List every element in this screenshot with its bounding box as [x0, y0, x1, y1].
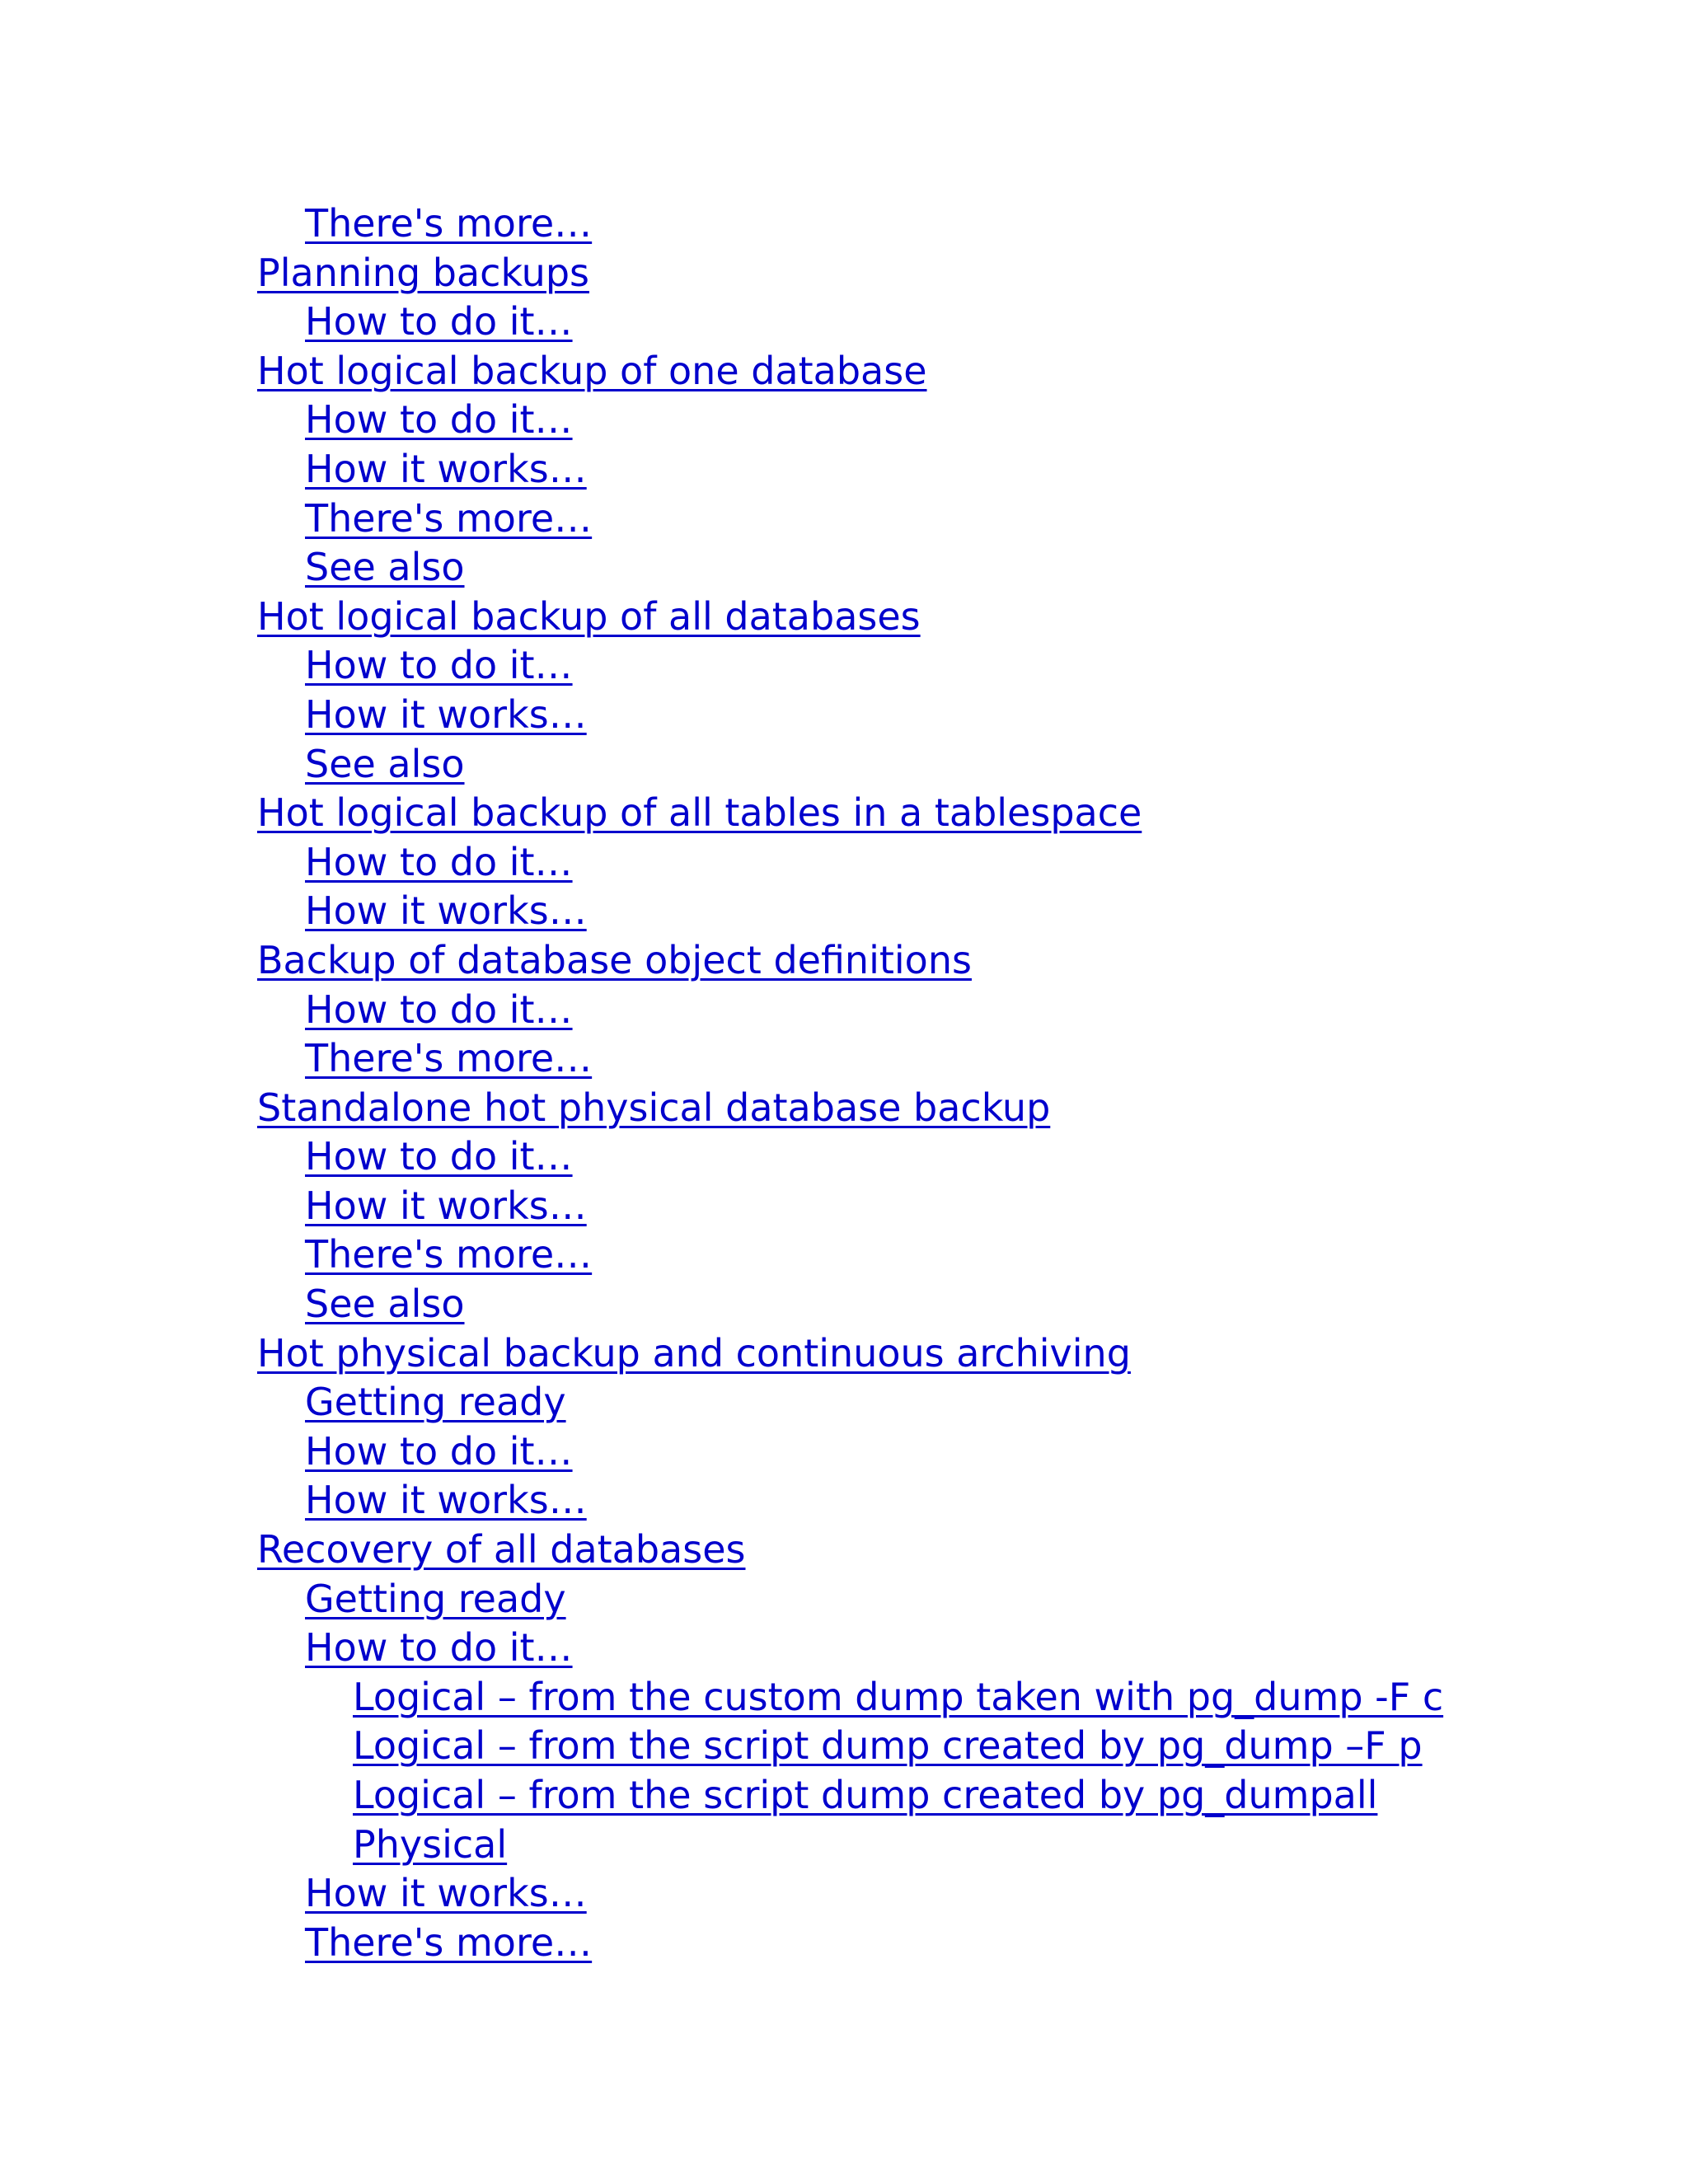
toc-link[interactable]: Standalone hot physical database backup [257, 1085, 1051, 1130]
table-of-contents [257, 199, 1576, 1967]
toc-link[interactable]: See also [305, 741, 465, 786]
toc-link[interactable]: How to do it… [305, 839, 573, 884]
toc-link[interactable]: Backup of database object definitions [257, 937, 972, 982]
toc-link[interactable]: Recovery of all databases [257, 1527, 746, 1572]
toc-link[interactable]: How it works… [305, 1183, 587, 1228]
toc-link[interactable]: How to do it… [305, 1625, 573, 1671]
toc-link[interactable]: Logical – from the script dump created by pg_dumpall [353, 1773, 1378, 1817]
toc-link[interactable]: Hot logical backup of all tables in a tablespace [257, 790, 1142, 836]
toc-link[interactable]: Hot physical backup and continuous archiving [257, 1330, 1131, 1376]
toc-link[interactable]: Logical – from the script dump created by pg_dump –F p [353, 1723, 1423, 1769]
toc-link[interactable]: Planning backups [257, 250, 589, 295]
toc-link[interactable]: How to do it… [305, 643, 573, 688]
toc-link[interactable]: See also [305, 1282, 465, 1327]
toc-link[interactable]: There's more… [305, 1919, 593, 1965]
toc-link[interactable]: How to do it… [305, 299, 573, 344]
toc-link[interactable]: There's more… [305, 201, 593, 246]
toc-link[interactable]: There's more… [305, 495, 593, 541]
toc-link[interactable]: Hot logical backup of one database [257, 348, 927, 393]
toc-link[interactable]: How it works… [305, 1871, 587, 1916]
toc-link[interactable]: How to do it… [305, 1134, 573, 1179]
toc-link[interactable]: There's more… [305, 1036, 593, 1081]
toc-link[interactable]: How it works… [305, 446, 587, 491]
toc-link[interactable]: Logical – from the custom dump taken with pg_dump -F c [353, 1674, 1444, 1719]
toc-link[interactable]: How it works… [305, 691, 587, 737]
toc-link[interactable]: How to do it… [305, 397, 573, 443]
toc-link[interactable]: How to do it… [305, 1428, 573, 1474]
toc-link[interactable]: How to do it… [305, 987, 573, 1032]
toc-link[interactable]: Hot logical backup of all databases [257, 593, 921, 639]
toc-link[interactable]: Getting ready [305, 1380, 566, 1425]
toc-link[interactable]: See also [305, 545, 465, 590]
toc-link[interactable]: Getting ready [305, 1576, 566, 1621]
toc-link[interactable]: Physical [353, 1821, 508, 1867]
toc-link[interactable]: There's more… [305, 1232, 593, 1277]
toc-link[interactable]: How it works… [305, 888, 587, 934]
toc-link[interactable]: How it works… [305, 1478, 587, 1523]
